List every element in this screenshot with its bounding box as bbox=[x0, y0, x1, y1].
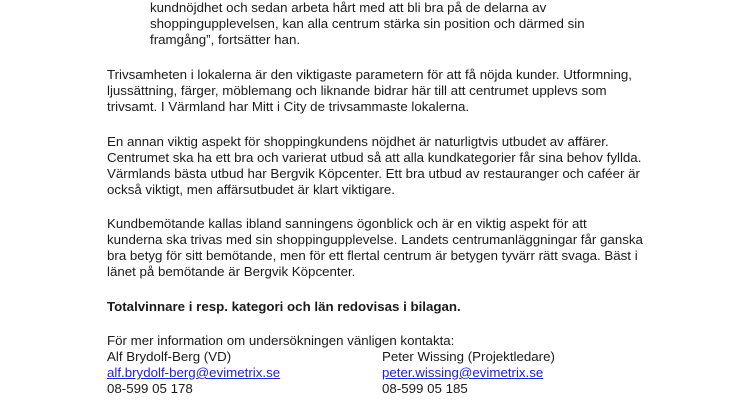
paragraph-utbud bbox=[107, 134, 667, 198]
paragraph-line: också viktigt, men affärsutbudet är klart viktigare. bbox=[107, 182, 395, 197]
paragraph-line: kunderna ska trivas med sin shoppingupplevelse. Landets centrumanläggningar får ganska bbox=[107, 232, 643, 247]
contact-phone: 08-599 05 185 bbox=[382, 381, 468, 396]
bold-note: Totalvinnare i resp. kategori och län redovisas i bilagan. bbox=[107, 299, 461, 314]
paragraph-line: ljussättning, färger, möblemang och liknande bidrar här till att centrumet upplevs som bbox=[107, 83, 607, 98]
contact-phone: 08-599 05 178 bbox=[107, 381, 193, 396]
quote-line: framgång”, fortsätter han. bbox=[150, 32, 301, 47]
contact-name: Peter Wissing (Projektledare) bbox=[382, 349, 555, 364]
quote-block bbox=[150, 0, 650, 48]
quote-line: kundnöjdhet och sedan arbeta hårt med att bli bra på de delarna av bbox=[150, 0, 547, 15]
paragraph-trivsamhet bbox=[107, 67, 667, 115]
contact-right bbox=[382, 349, 555, 397]
paragraph-line: länet på bemötande är Bergvik Köpcenter. bbox=[107, 264, 356, 279]
paragraph-bemotande bbox=[107, 216, 667, 280]
contact-name: Alf Brydolf-Berg (VD) bbox=[107, 349, 232, 364]
contact-left bbox=[107, 349, 280, 397]
paragraph-line: Centrumet ska ha ett bra och varierat utbud så att alla kundkategorier får sina behov fyllda. bbox=[107, 150, 642, 165]
paragraph-line: En annan viktig aspekt för shoppingkundens nöjdhet är naturligtvis utbudet av affärer. bbox=[107, 134, 609, 149]
contact-intro: För mer information om undersökningen vänligen kontakta: bbox=[107, 333, 455, 348]
quote-line: shoppingupplevelsen, kan alla centrum stärka sin position och därmed sin bbox=[150, 16, 585, 31]
paragraph-line: Trivsamheten i lokalerna är den viktigaste parametern för att få nöjda kunder. Utformning, bbox=[107, 67, 632, 82]
contact-email-link[interactable]: alf.brydolf-berg@evimetrix.se bbox=[107, 365, 281, 380]
paragraph-line: bra betyg för sitt bemötande, men för ett flertal centrum är betygen tyvärr rätt svaga. Bäst i bbox=[107, 248, 638, 263]
paragraph-line: trivsamt. I Värmland har Mitt i City de trivsammaste lokalerna. bbox=[107, 99, 470, 114]
contact-email-link[interactable]: peter.wissing@evimetrix.se bbox=[382, 365, 544, 380]
paragraph-line: Kundbemötande kallas ibland sanningens ögonblick och är en viktig aspekt för att bbox=[107, 216, 587, 231]
paragraph-line: Värmlands bästa utbud har Bergvik Köpcenter. Ett bra utbud av restauranger och caféer är bbox=[107, 166, 640, 181]
